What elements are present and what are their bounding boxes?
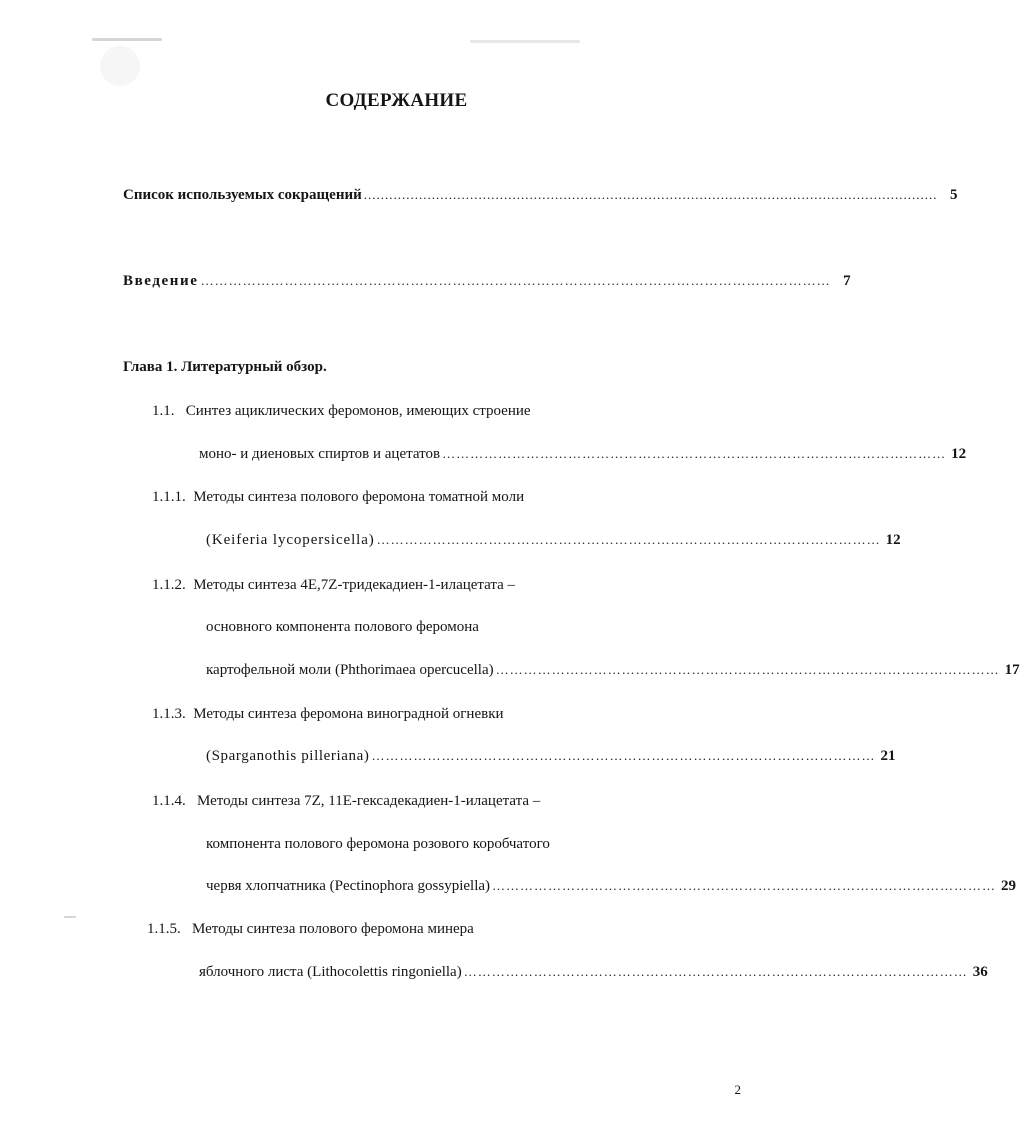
dot-leader: ………………………………………………………………………………………………	[442, 446, 947, 461]
section-title-line: Методы синтеза 4E,7Z-тридекадиен-1-илацетата –	[193, 577, 516, 593]
section-number: 1.1.4.	[152, 793, 186, 809]
toc-section-1-1-3-cont[interactable]	[206, 747, 896, 765]
section-title-line: Методы синтеза полового феромона минера	[192, 921, 474, 937]
toc-section-1-1-5[interactable]	[147, 920, 474, 938]
toc-entry-label: Список используемых сокращений	[123, 187, 362, 203]
toc-section-1-1-2[interactable]	[152, 576, 515, 594]
page-number: 2	[734, 1082, 741, 1097]
section-title-line: Методы синтеза феромона виноградной огневки	[193, 706, 504, 722]
toc-entry-page: 17	[1004, 662, 1020, 678]
dot-leader: ………………………………………………………………………………………………	[371, 748, 876, 763]
toc-section-1-1-2-cont2[interactable]	[206, 661, 1020, 679]
dot-leader: ………………………………………………………………………………………………	[495, 662, 1000, 677]
dot-leader: ………………………………………………………………………………………………	[492, 878, 997, 893]
toc-entry-page: 12	[951, 446, 967, 462]
section-title-line: картофельной моли (Phthorimaea opercucella)	[206, 662, 494, 678]
dot-leader: .......................................................................................................................................	[363, 187, 938, 202]
scan-smudge	[64, 916, 76, 918]
section-title-line: моно- и диеновых спиртов и ацетатов	[199, 446, 441, 462]
toc-entry-introduction[interactable]	[123, 272, 851, 290]
section-number: 1.1.1.	[152, 489, 186, 505]
section-number: 1.1.2.	[152, 577, 186, 593]
toc-entry-abbreviations[interactable]	[123, 186, 958, 204]
toc-section-1-1-4[interactable]	[152, 792, 540, 810]
scan-smudge	[92, 38, 162, 41]
toc-chapter-heading[interactable]: Глава 1. Литературный обзор.	[123, 359, 327, 375]
section-number: 1.1.3.	[152, 706, 186, 722]
toc-section-1-1-5-cont[interactable]	[199, 963, 988, 981]
toc-section-1-1[interactable]	[152, 402, 531, 420]
section-title-line: Синтез ациклических феромонов, имеющих строение	[185, 403, 531, 419]
toc-section-1-1-4-cont[interactable]: компонента полового феромона розового коробчатого	[206, 836, 550, 852]
toc-entry-label: Введение	[123, 273, 199, 289]
toc-entry-page: 29	[1001, 878, 1017, 894]
dot-leader: ………………………………………………………………………………………………………………………	[200, 273, 831, 288]
section-title-line: (Sparganothis pilleriana)	[206, 748, 370, 764]
toc-entry-page: 36	[972, 964, 988, 980]
section-title-line: (Keiferia lycopersicella)	[206, 532, 375, 548]
section-number: 1.1.	[152, 403, 175, 419]
toc-section-1-1-4-cont2[interactable]	[206, 877, 1017, 895]
section-title-line: червя хлопчатника (Pectinophora gossypiella)	[206, 878, 491, 894]
toc-section-1-1-2-cont[interactable]: основного компонента полового феромона	[206, 619, 479, 635]
section-title-line: Методы синтеза полового феромона томатной моли	[193, 489, 525, 505]
toc-section-1-1-1[interactable]	[152, 488, 524, 506]
toc-entry-page: 7	[843, 273, 851, 289]
dot-leader: ………………………………………………………………………………………………	[376, 532, 881, 547]
toc-section-1-1-3[interactable]	[152, 705, 504, 723]
toc-section-1-1-1-cont[interactable]	[206, 531, 901, 549]
scan-smudge	[100, 46, 140, 86]
dot-leader: ………………………………………………………………………………………………	[463, 964, 968, 979]
toc-title: СОДЕРЖАНИЕ	[325, 90, 468, 111]
toc-entry-page: 12	[885, 532, 901, 548]
section-number: 1.1.5.	[147, 921, 181, 937]
toc-section-1-1-cont[interactable]	[199, 445, 967, 463]
scan-smudge	[470, 40, 580, 43]
toc-entry-page: 5	[950, 187, 958, 203]
section-title-line: Методы синтеза 7Z, 11E-гексадекадиен-1-илацетата –	[197, 793, 541, 809]
toc-entry-page: 21	[880, 748, 896, 764]
section-title-line: яблочного листа (Lithocolettis ringoniella)	[199, 964, 462, 980]
